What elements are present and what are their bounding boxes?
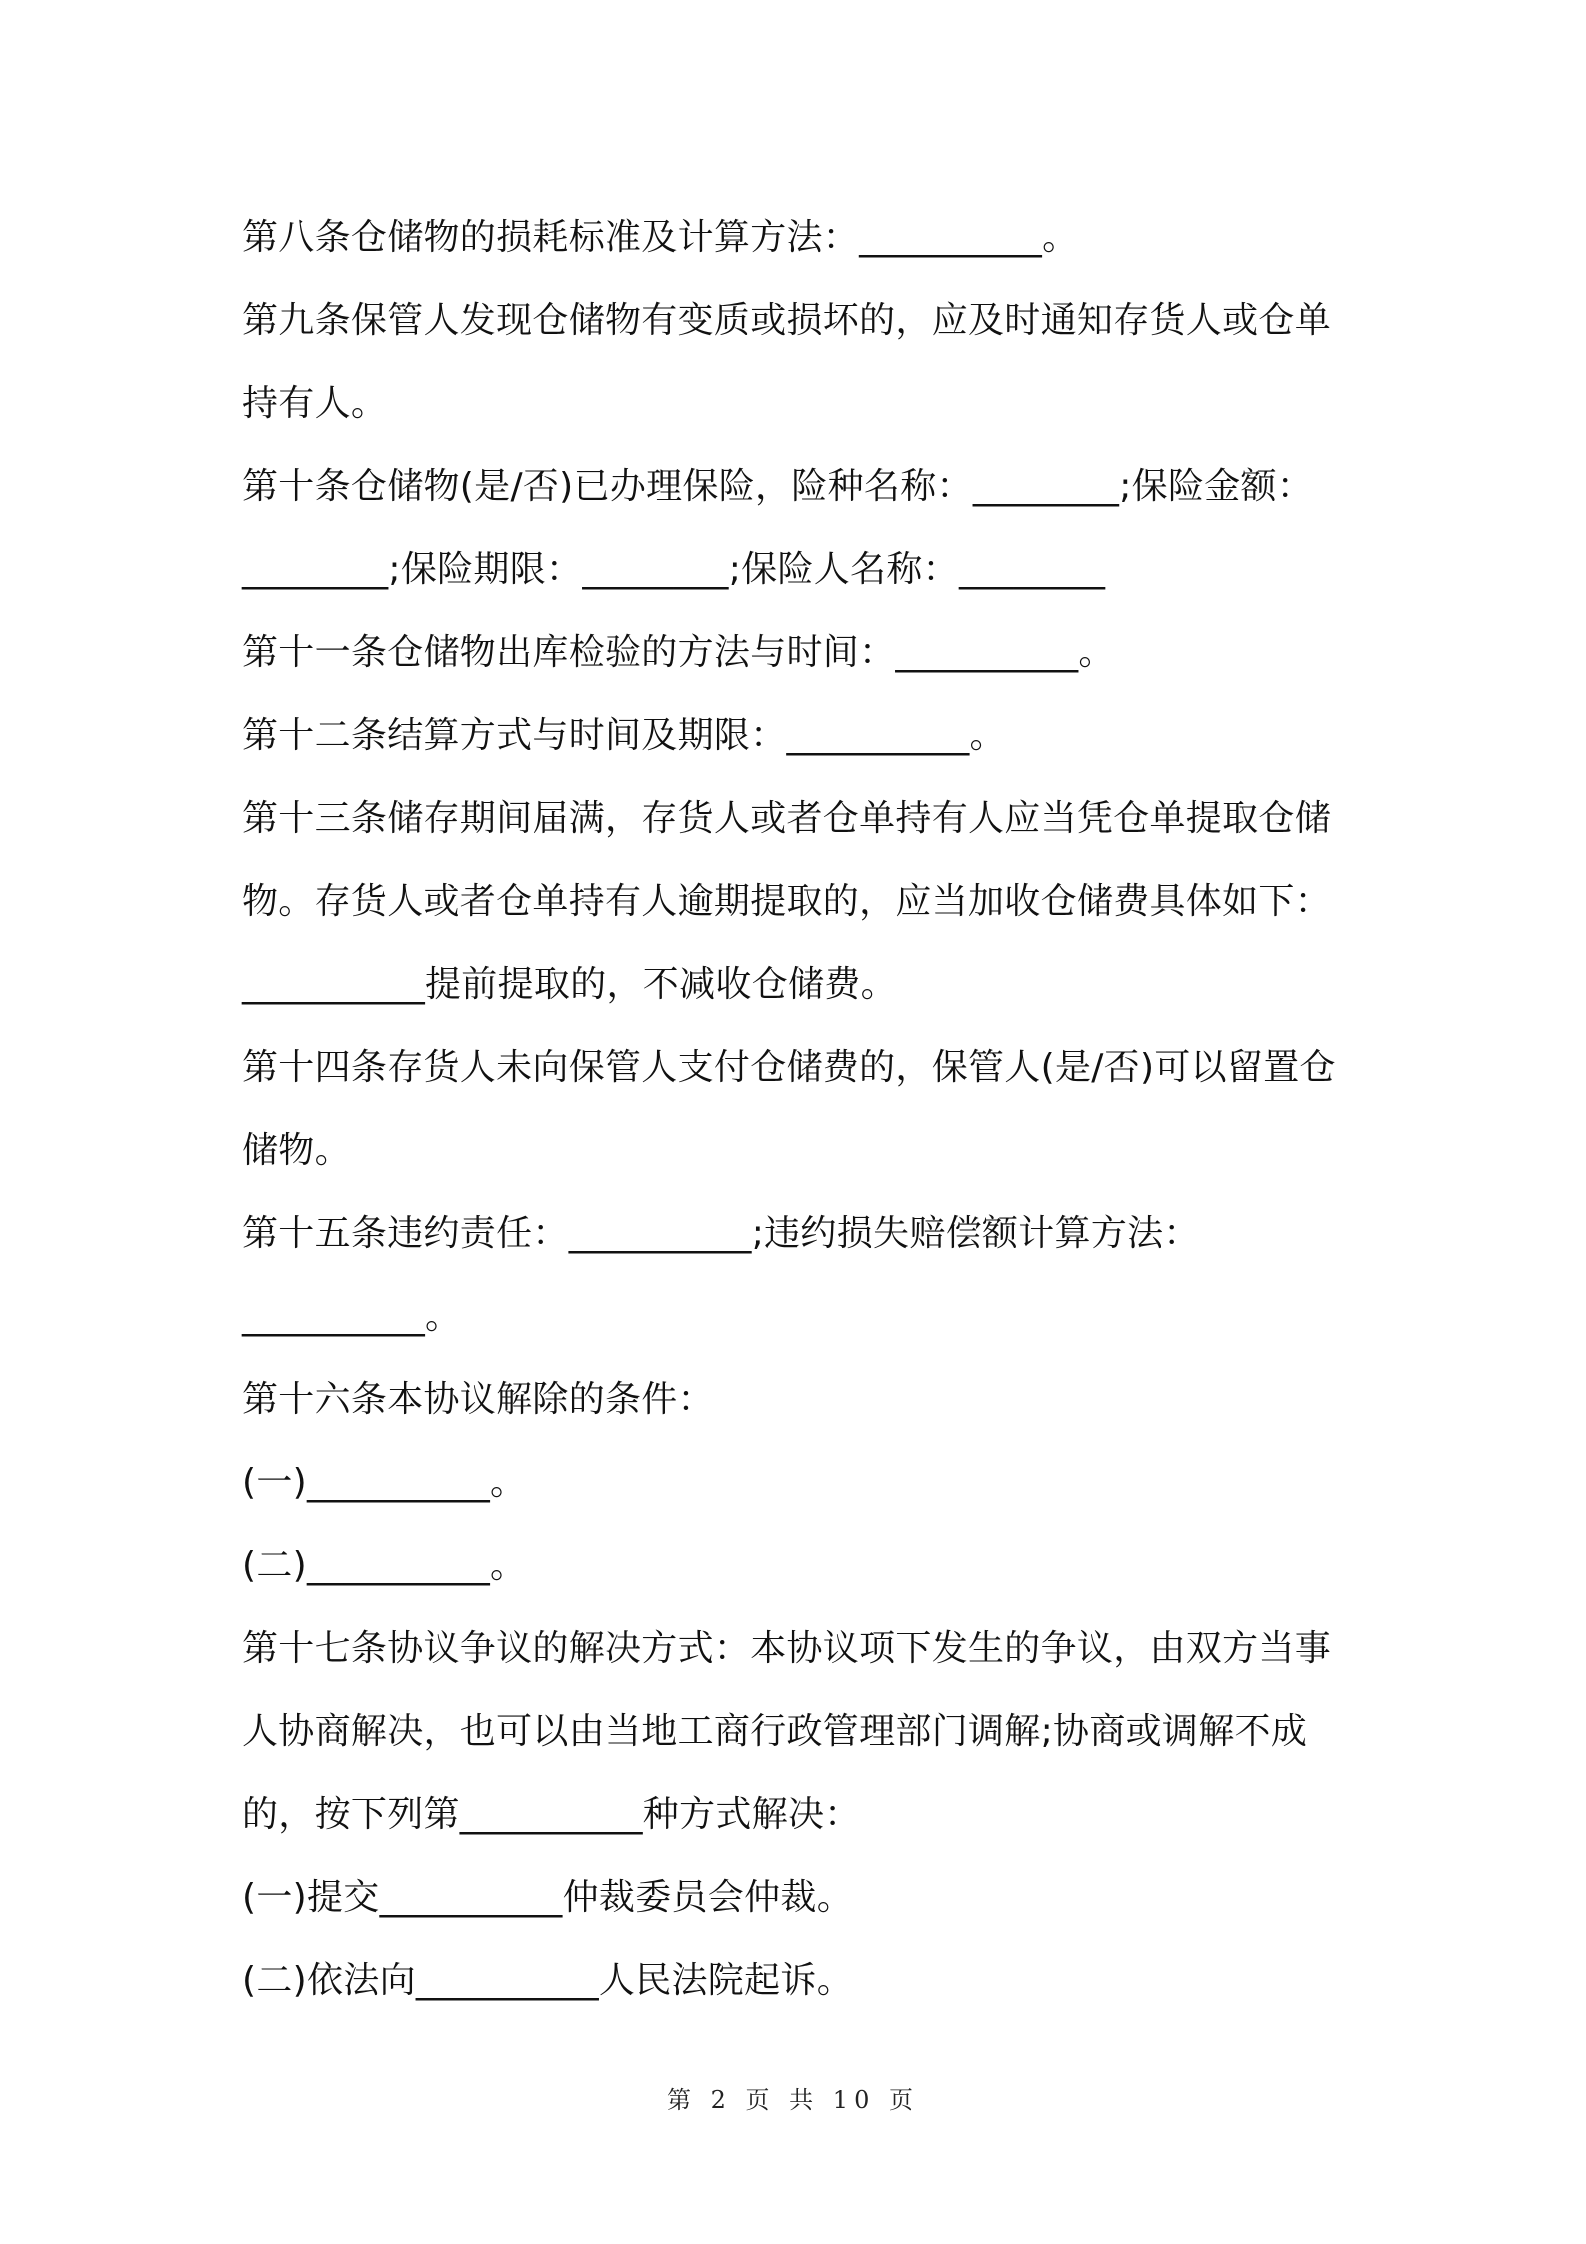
article-17-item-1: (一)提交__________仲裁委员会仲裁。 bbox=[242, 1877, 853, 1918]
article-17-item-2: (二)依法向__________人民法院起诉。 bbox=[242, 1960, 853, 2001]
article-10: 第十条仓储物(是/否)已办理保险，险种名称：________;保险金额：________;保险期限：________;保险人名称：________ bbox=[242, 466, 1314, 590]
article-16: 第十六条本协议解除的条件： bbox=[242, 1379, 714, 1420]
article-14: 第十四条存货人未向保管人支付仓储费的，保管人(是/否)可以留置仓储物。 bbox=[242, 1047, 1336, 1171]
article-16-item-2: (二)__________。 bbox=[242, 1545, 527, 1586]
article-17: 第十七条协议争议的解决方式：本协议项下发生的争议，由双方当事人协商解决，也可以由当地工商行政管理部门调解;协商或调解不成的，按下列第__________种方式解决： bbox=[242, 1628, 1332, 1835]
article-16-item-1: (一)__________。 bbox=[242, 1462, 527, 1503]
article-15: 第十五条违约责任：__________;违约损失赔偿额计算方法：__________。 bbox=[242, 1213, 1200, 1337]
article-11: 第十一条仓储物出库检验的方法与时间：__________。 bbox=[242, 632, 1115, 673]
page-number: 第 2 页 共 10 页 bbox=[667, 2086, 919, 2114]
article-13: 第十三条储存期间届满，存货人或者仓单持有人应当凭仓单提取仓储物。存货人或者仓单持有人逾期提取的，应当加收仓储费具体如下：__________提前提取的，不减收仓储费。 bbox=[242, 798, 1332, 1005]
document-body bbox=[242, 196, 1360, 2022]
article-9: 第九条保管人发现仓储物有变质或损坏的，应及时通知存货人或仓单持有人。 bbox=[242, 300, 1332, 424]
article-12: 第十二条结算方式与时间及期限：__________。 bbox=[242, 715, 1006, 756]
article-8: 第八条仓储物的损耗标准及计算方法：__________。 bbox=[242, 217, 1079, 258]
